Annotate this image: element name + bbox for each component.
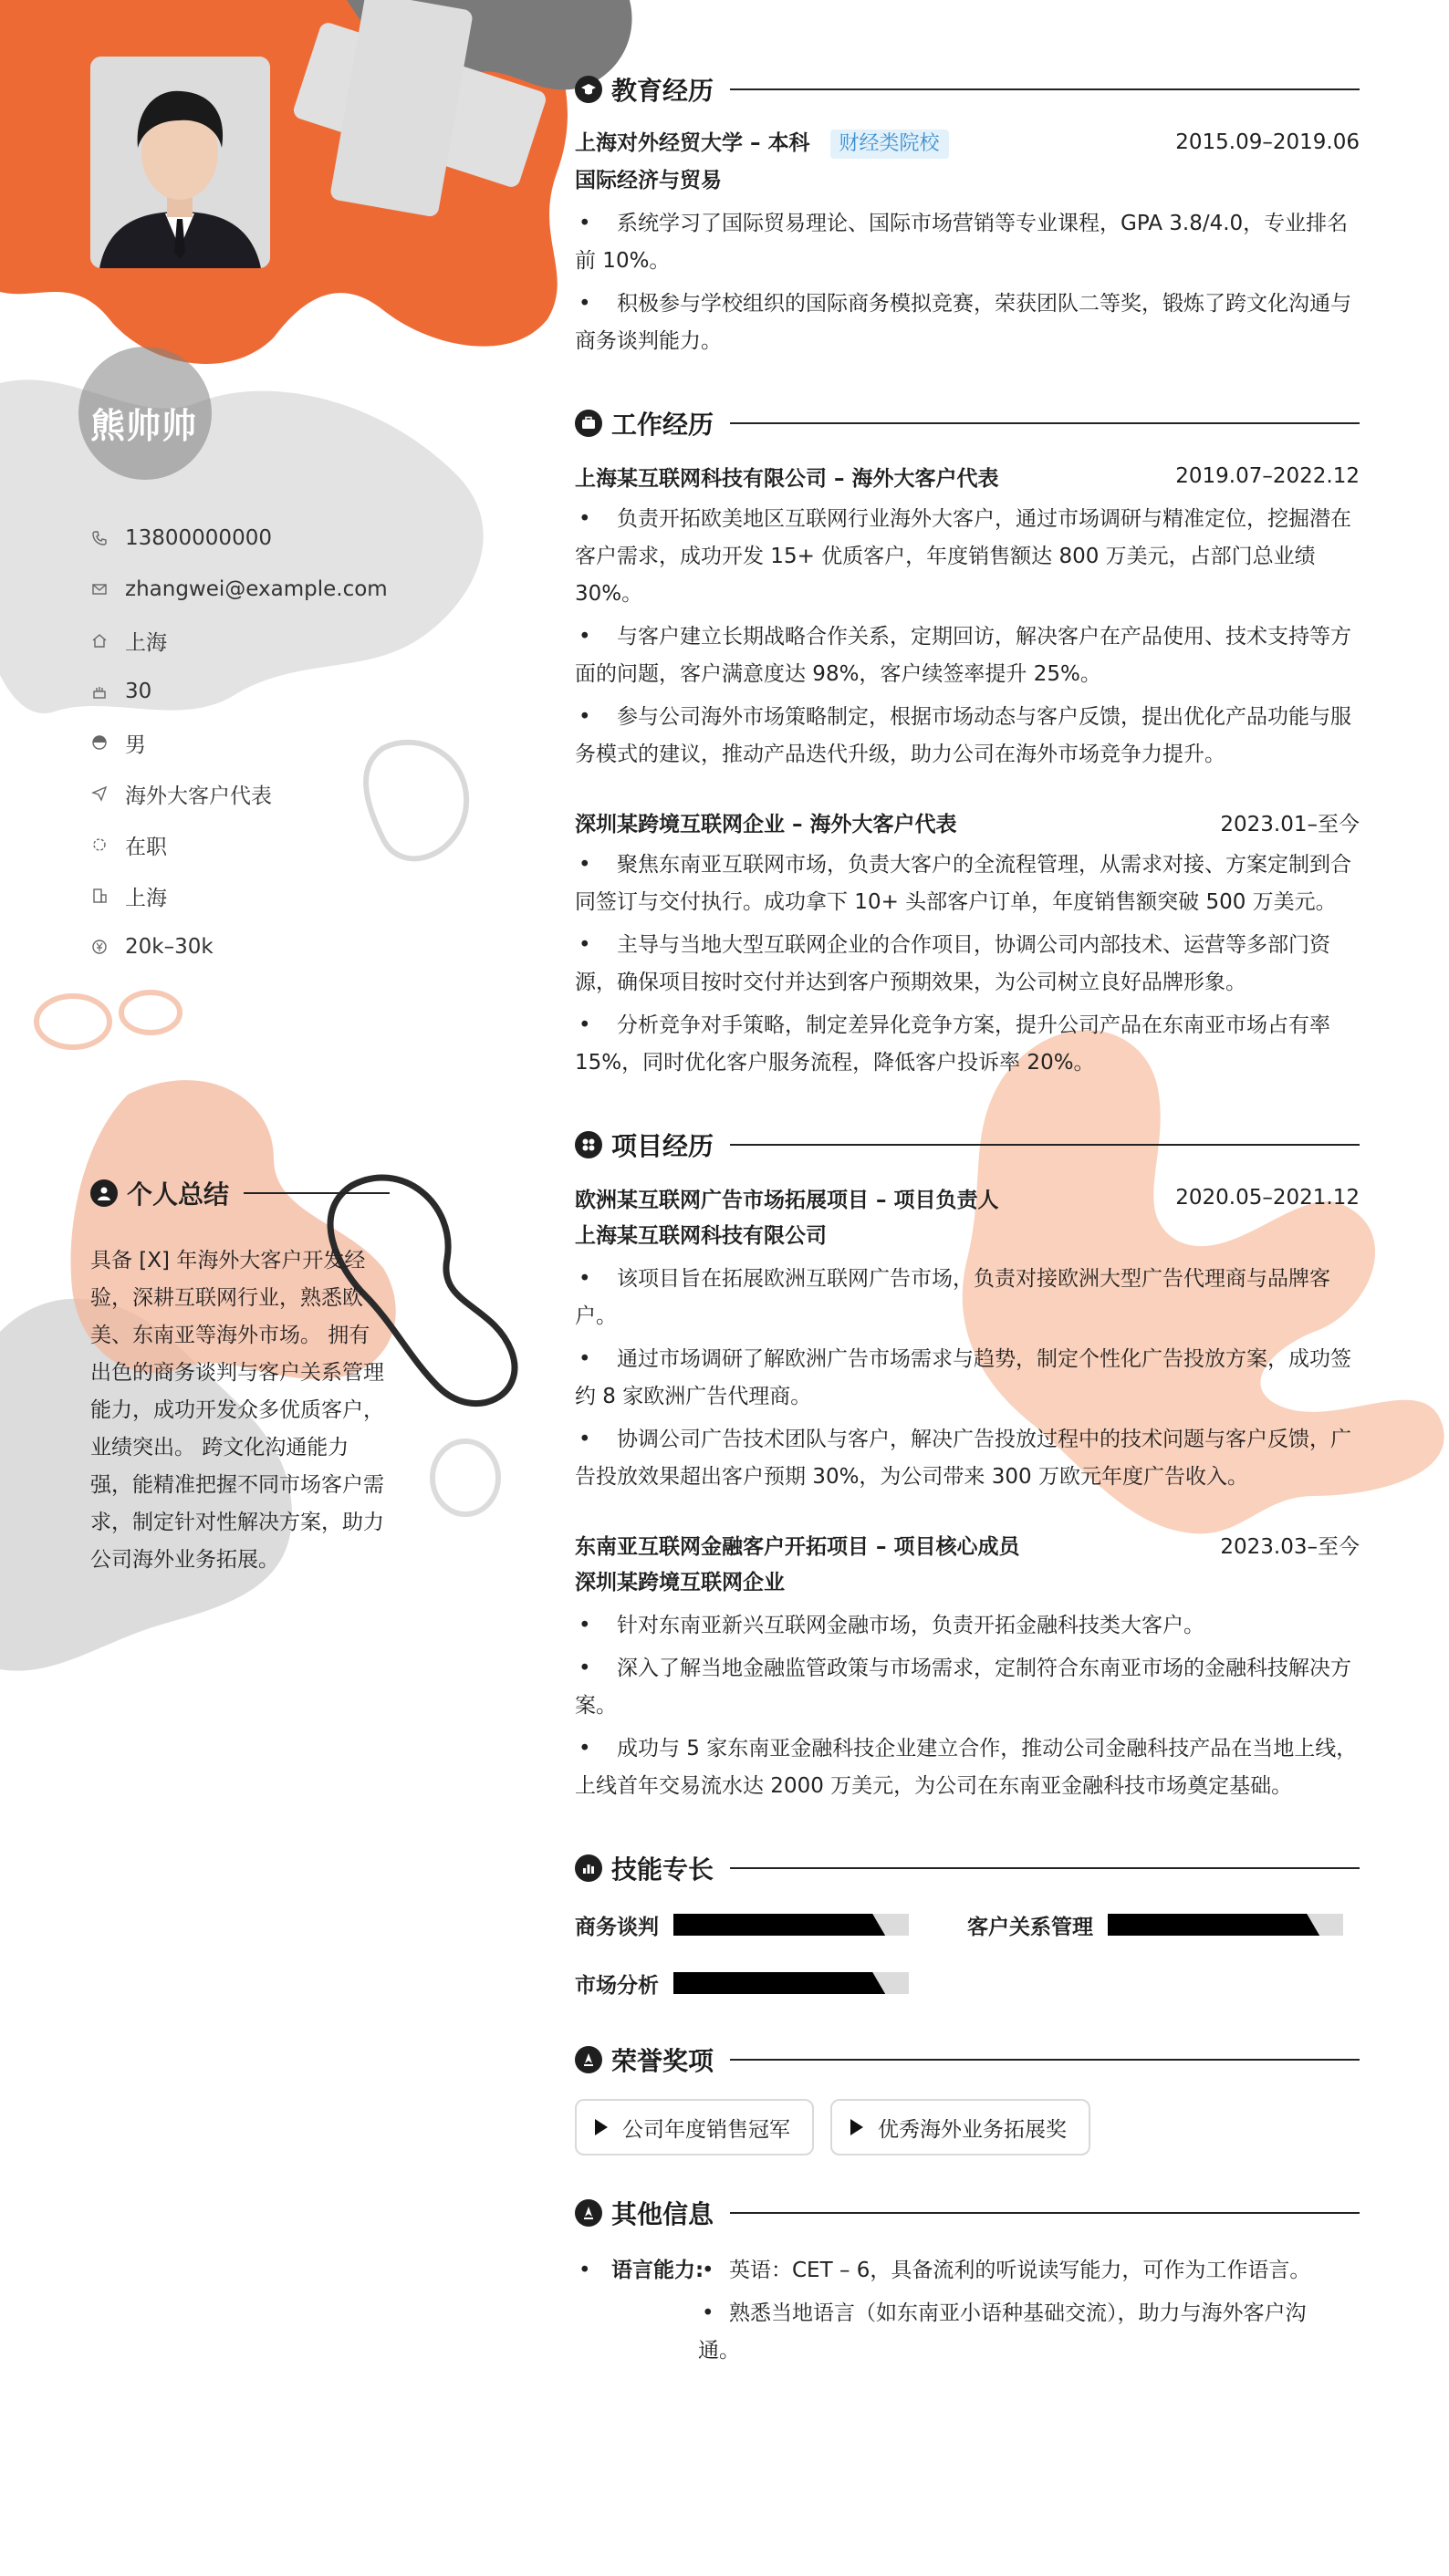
project-bullets	[575, 1607, 1360, 1805]
cake-icon	[90, 682, 109, 701]
skill-item	[575, 1906, 967, 1944]
salary-icon	[90, 938, 109, 956]
contact-position-text: 海外大客户代表	[125, 784, 272, 808]
profile-name: 熊帅帅	[90, 406, 198, 446]
project-heading: 欧洲某互联网广告市场拓展项目 – 项目负责人	[575, 1188, 999, 1212]
contact-list	[90, 513, 388, 972]
project-bullets	[575, 1261, 1360, 1496]
other-heading	[575, 2192, 1360, 2234]
job-heading: 深圳某跨境互联网企业 – 海外大客户代表	[575, 812, 957, 836]
skills-heading	[575, 1847, 1360, 1889]
project-row	[575, 1525, 1360, 1563]
briefcase-icon	[575, 410, 602, 437]
list-item: • 积极参与学校组织的国际商务模拟竞赛，荣获团队二等奖，锻炼了跨文化沟通与商务谈判能力。	[575, 286, 1360, 360]
contact-status-text: 在职	[125, 835, 167, 859]
honors-title: 荣誉奖项	[611, 2046, 714, 2076]
contact-age-text: 30	[125, 680, 152, 703]
project-date: 2020.05–2021.12	[1175, 1186, 1360, 1210]
award-icon	[575, 2046, 602, 2073]
list-item: • 熟悉当地语言（如东南亚小语种基础交流），助力与海外客户沟通。	[698, 2295, 1337, 2370]
other-info: • 语言能力: • 英语：CET – 6，具备流利的听说读写能力，可作为工作语言。 • 熟悉当地语言（如东南亚小语种基础交流），助力与海外客户沟通。	[575, 2252, 1360, 2375]
award-label: 优秀海外业务拓展奖	[878, 2117, 1067, 2142]
education-row	[575, 123, 1360, 161]
skills-title: 技能专长	[611, 1854, 714, 1885]
list-item: • 深入了解当地金融监管政策与市场需求，定制符合东南亚市场的金融科技解决方案。	[575, 1650, 1360, 1725]
skill-label: 客户关系管理	[967, 1915, 1093, 1939]
contact-email	[90, 564, 388, 615]
work-heading	[575, 402, 1360, 444]
contact-age	[90, 666, 388, 717]
job-bullets	[575, 847, 1360, 1082]
award-badge	[575, 2099, 814, 2155]
chart-icon	[575, 1854, 602, 1882]
graduation-cap-icon	[575, 76, 602, 103]
project-row	[575, 1179, 1360, 1217]
education-major: 国际经济与贸易	[575, 169, 722, 192]
other-title: 其他信息	[611, 2199, 714, 2229]
list-item: • 针对东南亚新兴互联网金融市场，负责开拓金融科技类大客户。	[575, 1607, 1360, 1645]
skill-bar	[673, 1914, 909, 1936]
language-bullets	[698, 2252, 1337, 2375]
status-icon	[90, 836, 109, 854]
contact-gender-text: 男	[125, 732, 146, 757]
job-date: 2019.07–2022.12	[1175, 464, 1360, 488]
job-row	[575, 457, 1360, 495]
skill-item	[967, 1906, 1360, 1944]
job-date: 2023.01–至今	[1220, 812, 1360, 836]
project-date: 2023.03–至今	[1220, 1534, 1360, 1559]
list-item: • 负责开拓欧美地区互联网行业海外大客户，通过市场调研与精准定位，挖掘潜在客户需求，成功开发 15+ 优质客户，年度销售额达 800 万美元，占部门总业绩 30%。	[575, 501, 1360, 613]
summary-text: 具备 [X] 年海外大客户开发经验，深耕互联网行业，熟悉欧美、东南亚等海外市场。 拥有出色的商务谈判与客户关系管理能力，成功开发众多优质客户，业绩突出。 跨文化沟通能力强，能精准把握不同市场客户需求，制定针对性解决方案，助力公司海外业务拓展。	[90, 1249, 384, 1572]
play-icon	[850, 2119, 863, 2135]
info-icon	[575, 2199, 602, 2227]
list-item: • 主导与当地大型互联网企业的合作项目，协调公司内部技术、运营等多部门资源，确保项目按时交付并达到客户预期效果，为公司树立良好品牌形象。	[575, 927, 1360, 1002]
contact-email-text: zhangwei@example.com	[125, 577, 388, 601]
list-item: • 该项目旨在拓展欧洲互联网广告市场，负责对接欧洲大型广告代理商与品牌客户。	[575, 1261, 1360, 1335]
email-icon	[90, 580, 109, 598]
language-label: 语言能力:	[611, 2259, 704, 2282]
list-item: • 与客户建立长期战略合作关系，定期回访，解决客户在产品使用、技术支持等方面的问题，客户满意度达 98%，客户续签率提升 25%。	[575, 618, 1360, 693]
education-date: 2015.09–2019.06	[1175, 130, 1360, 154]
job-heading: 上海某互联网科技有限公司 – 海外大客户代表	[575, 466, 999, 491]
skill-label: 商务谈判	[575, 1915, 659, 1939]
contact-location	[90, 615, 388, 666]
project-heading: 东南亚互联网金融客户开拓项目 – 项目核心成员	[575, 1534, 1020, 1559]
skill-bar	[673, 1972, 909, 1994]
awards-list	[575, 2099, 1360, 2155]
work-title: 工作经历	[611, 410, 714, 440]
phone-icon	[90, 529, 109, 547]
summary-heading	[90, 1175, 390, 1211]
skill-item	[575, 1964, 967, 2002]
projects-heading	[575, 1124, 1360, 1166]
education-school: 上海对外经贸大学 – 本科	[575, 131, 810, 155]
send-icon	[90, 784, 109, 803]
contact-status	[90, 819, 388, 870]
grid-icon	[575, 1131, 602, 1158]
summary-title: 个人总结	[127, 1179, 230, 1210]
contact-phone	[90, 513, 388, 564]
honors-heading	[575, 2039, 1360, 2081]
list-item: • 通过市场调研了解欧洲广告市场需求与趋势，制定个性化广告投放方案，成功签约 8 家欧洲广告代理商。	[575, 1341, 1360, 1416]
job-row	[575, 803, 1360, 841]
list-item: • 系统学习了国际贸易理论、国际市场营销等专业课程，GPA 3.8/4.0，专业排名前 10%。	[575, 205, 1360, 280]
building-icon	[90, 887, 109, 905]
list-item: • 分析竞争对手策略，制定差异化竞争方案，提升公司产品在东南亚市场占有率 15%，同时优化客户服务流程，降低客户投诉率 20%。	[575, 1007, 1360, 1082]
skill-bar	[1108, 1914, 1343, 1936]
project-org: 深圳某跨境互联网企业	[575, 1571, 785, 1594]
contact-salary-text: 20k–30k	[125, 935, 214, 959]
award-label: 公司年度销售冠军	[622, 2117, 790, 2142]
contact-city	[90, 870, 388, 921]
contact-position	[90, 768, 388, 819]
projects-title: 项目经历	[611, 1131, 714, 1161]
list-item: • 参与公司海外市场策略制定，根据市场动态与客户反馈，提出优化产品功能与服务模式的建议，推动产品迭代升级，助力公司在海外市场竞争力提升。	[575, 699, 1360, 774]
contact-location-text: 上海	[125, 630, 167, 655]
list-item: • 协调公司广告技术团队与客户，解决广告投放过程中的技术问题与客户反馈，广告投放效果超出客户预期 30%，为公司带来 300 万欧元年度广告收入。	[575, 1421, 1360, 1496]
list-item: • 英语：CET – 6，具备流利的听说读写能力，可作为工作语言。	[698, 2252, 1337, 2290]
list-item: • 聚焦东南亚互联网市场，负责大客户的全流程管理，从需求对接、方案定制到合同签订与交付执行。成功拿下 10+ 头部客户订单，年度销售额突破 500 万美元。	[575, 847, 1360, 921]
contact-city-text: 上海	[125, 886, 167, 910]
main-column	[575, 68, 1360, 2375]
gender-icon	[90, 733, 109, 752]
contact-salary	[90, 921, 388, 972]
list-item: • 成功与 5 家东南亚金融科技企业建立合作，推动公司金融科技产品在当地上线，上线首年交易流水达 2000 万美元，为公司在东南亚金融科技市场奠定基础。	[575, 1730, 1360, 1805]
skills-grid	[575, 1906, 1360, 2002]
contact-phone-text: 13800000000	[125, 526, 272, 550]
education-bullets	[575, 205, 1360, 360]
job-bullets	[575, 501, 1360, 774]
school-tag-badge: 财经类院校	[830, 130, 949, 159]
award-badge	[830, 2099, 1090, 2155]
education-title: 教育经历	[611, 76, 714, 106]
project-org: 上海某互联网科技有限公司	[575, 1224, 827, 1248]
profile-photo	[90, 57, 270, 268]
skill-label: 市场分析	[575, 1973, 659, 1998]
user-icon	[90, 1179, 118, 1207]
education-heading	[575, 68, 1360, 110]
home-icon	[90, 631, 109, 649]
contact-gender	[90, 717, 388, 768]
play-icon	[595, 2119, 608, 2135]
